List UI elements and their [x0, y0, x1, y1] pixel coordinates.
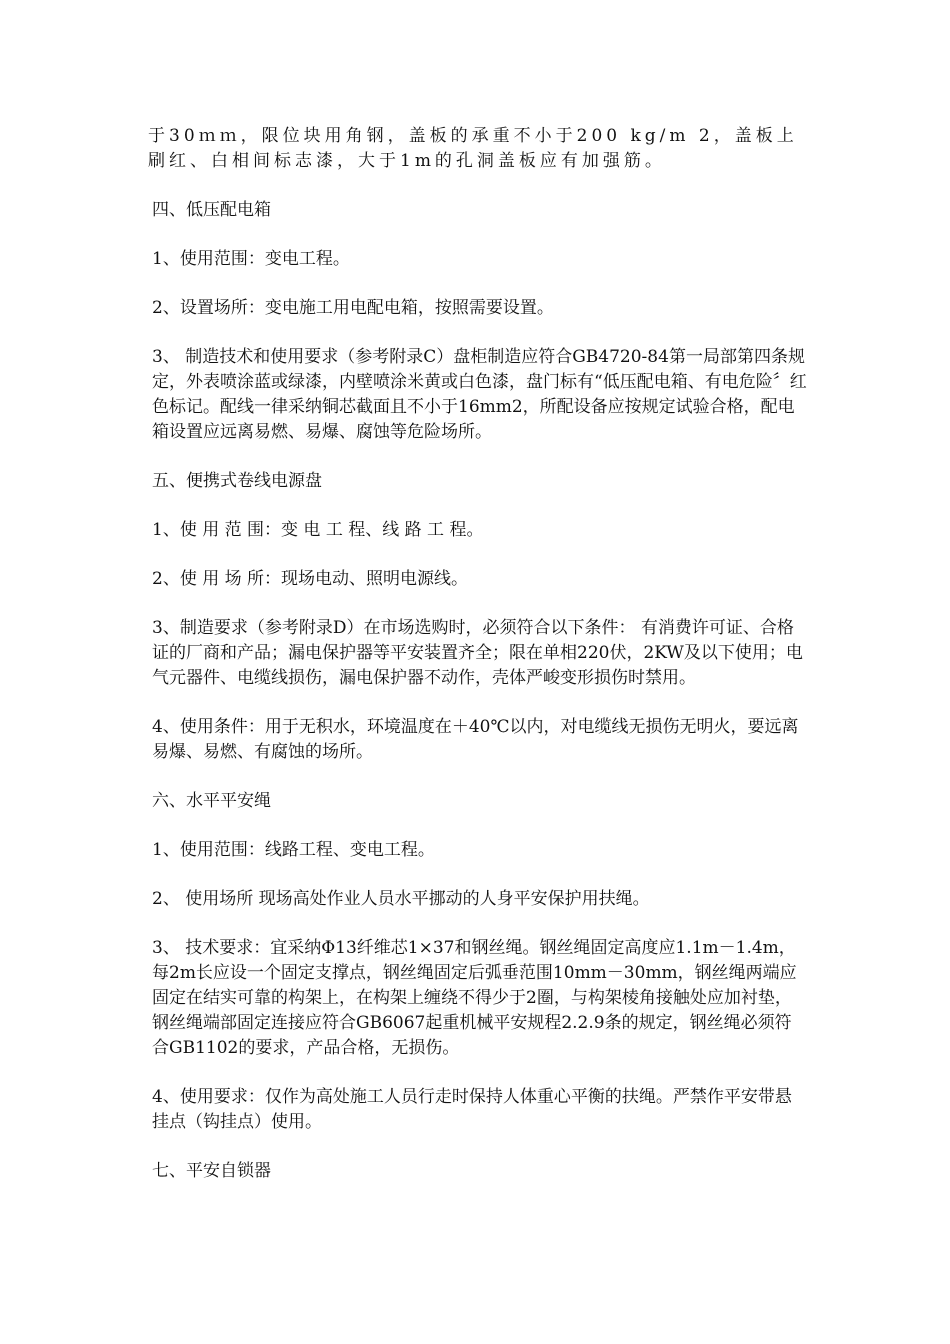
list-item: 2、使 用 场 所：现场电动、照明电源线。 [152, 569, 469, 589]
paragraph-cover-plate: 于30ｍｍ，限位块用角钢，盖板的承重不小于200 kg/m 2，盖板上刷红、白相间标志漆，大于1m的孔洞盖板应有加强筋。 [148, 126, 798, 171]
list-item: 2、设置场所：变电施工用电配电箱，按照需要设置。 [152, 298, 554, 318]
list-item: 1、使 用 范 围：变 电 工 程、线 路 工 程。 [152, 520, 484, 540]
list-item: 1、使用范围：变电工程。 [152, 249, 350, 269]
list-item: 3、制造要求（参考附录D）在市场选购时，必须符合以下条件： 有消费许可证、合格证的厂商和产品；漏电保护器等平安装置齐全；限在单相220伏，2KW及以下使用；电气元器件、电缆线损伤，漏电保护器不动作，壳体严峻变形损伤时禁用。 [152, 618, 803, 688]
section-heading-low-voltage-box: 四、低压配电箱 [152, 200, 271, 220]
document-page [148, 124, 808, 1208]
section-heading-self-locking-device: 七、平安自锁器 [152, 1161, 271, 1181]
list-item: 4、使用条件：用于无积水，环境温度在＋40℃以内，对电缆线无损伤无明火，要远离易爆、易燃、有腐蚀的场所。 [152, 717, 799, 762]
list-item: 2、 使用场所 现场高处作业人员水平挪动的人身平安保护用扶绳。 [152, 889, 650, 909]
section-heading-cable-reel: 五、便携式卷线电源盘 [152, 471, 322, 491]
list-item: 1、使用范围：线路工程、变电工程。 [152, 840, 435, 860]
list-item: 3、 技术要求：宜采纳Φ13纤维芯1×37和钢丝绳。钢丝绳固定高度应1.1m－1.4m，每2m长应设一个固定支撑点，钢丝绳固定后弧垂范围10mm－30mm，钢丝绳两端应固定在结实可靠的构架上，在构架上缠绕不得少于2圈，与构架棱角接触处应加衬垫，钢丝绳端部固定连接应符合GB6067起重机械平安规程2.2.9条的规定，钢丝绳必须符合GB1102的要求，产品合格，无损伤。 [152, 938, 797, 1058]
list-item: 4、使用要求：仅作为高处施工人员行走时保持人体重心平衡的扶绳。严禁作平安带悬挂点（钩挂点）使用。 [152, 1087, 792, 1132]
list-item: 3、 制造技术和使用要求（参考附录C）盘柜制造应符合GB4720-84第一局部第四条规定，外表喷涂蓝或绿漆，内壁喷涂米黄或白色漆，盘门标有“低压配电箱、有电危险〞红色标记。配线一律采纳铜芯截面且不小于16mm2，所配设备应按规定试验合格，配电箱设置应远离易燃、易爆、腐蚀等危险场所。 [152, 347, 807, 442]
section-heading-safety-rope: 六、水平平安绳 [152, 791, 271, 811]
